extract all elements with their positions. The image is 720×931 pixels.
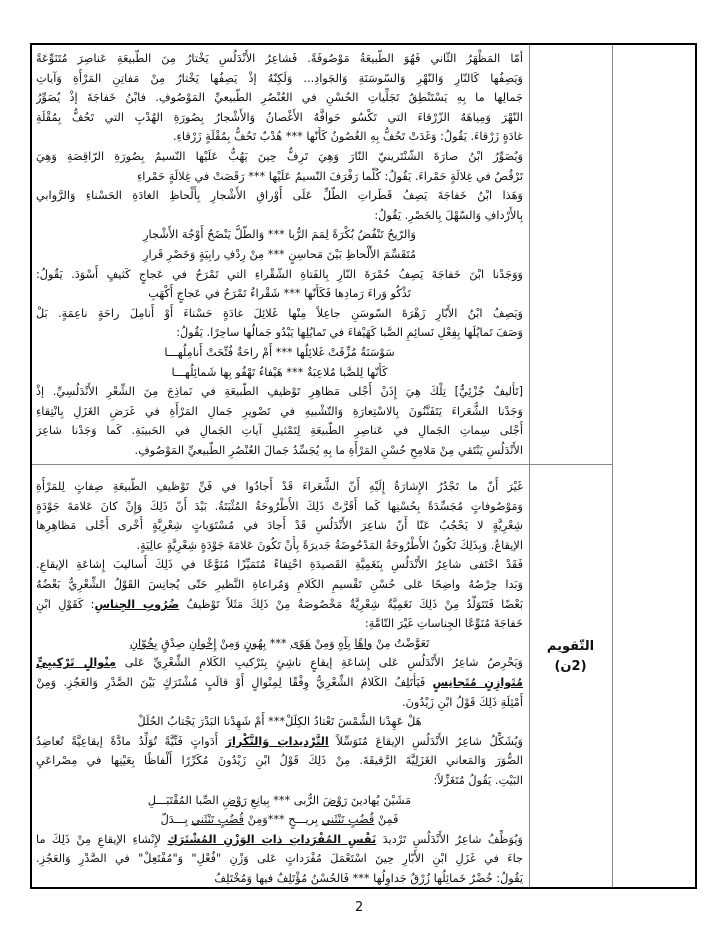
text-line	[36, 830, 523, 850]
text-line	[36, 693, 523, 713]
text-segment: النّهْرَ وَمِياهَهُ الزّرْقاءَ التي تَكْسُو حَوافَّهُ الأَغْصانُ وَالأَشْجارُ بِصُورَةِ الهُدْبِ التي تَحُفُّ بِمُقْلَةِ	[36, 110, 523, 124]
text-segment: فَمِنْ	[374, 813, 399, 827]
text-line	[36, 265, 523, 285]
emphasized-term: مِنْوالٍ تَرْكيبِيٍّ	[36, 656, 116, 670]
text-line	[36, 614, 523, 634]
text-segment: جَمالِها ما بِهِ يَسْتَنْطِقُ تَجَلِّياتِ الحُسْنِ في العُنْصُرِ الطّبيعيِّ المَوْصُوفِ. فابْنُ خَفاجَةَ إذْ يُصَوِّرُ	[36, 91, 523, 105]
text-segment: وَالرّيحُ تَنْفُضُ بُكْرَةً لِمَمَ الرُّبا *** وَالطّلُّ يَنْضَحُ أَوْجُهَ الأَشْجارِ	[143, 228, 416, 242]
text-line	[36, 497, 523, 517]
text-segment: تَرْقُصُ في غِلالَةٍ حَمْراءَ. يَقُولُ: كُلّما رَفْرَفَ النّسيمُ عَلَيْها *** رَقَصَتْ في غِلالَةٍ حَمْراءِ	[136, 169, 523, 183]
text-segment: وَيَصِفُ ابْنُ الأَبّارِ زَهْرَةَ السّوسَنِ جاعِلاً مِنْها غَلائِلَ غادَةٍ حَسْناءَ أَوْ أَنامِلَ راحَةٍ ناعِمَةٍ. بَلْ	[36, 306, 523, 320]
text-segment: : كَقَوْلِ ابْنِ	[36, 597, 95, 611]
text-segment: الأَنْدَلُسِ يَنْتَقي مِنْ مَلامِحِ حُسْنِ المَرْأَةِ ما بِهِ يُجَسِّدُ جَمالَ العُنْصُرِ الطّبيعيِّ المَوْصُوفِ.	[134, 443, 523, 457]
text-segment: فَقَدْ احْتَفى شاعِرُ الأَنْدَلُسِ بِنَغَمِيَّةِ القَصيدَةِ احْتِفاءً مُتَمَيِّزًا مُنَوَّعًا في ذَلِكَ أَساليبَ إِشاعَةِ الإيقاعِ.	[36, 558, 523, 572]
emphasized-term: رَوْضِ	[222, 793, 247, 807]
text-segment: خَفاجَةَ مُنَوِّعًا الجِناساتِ غَيْرَ التّامَّةِ:	[364, 617, 523, 631]
evaluation-points: (2ن)	[554, 659, 587, 674]
text-segment: [تَأْليفٌ جُزْئِيٌّ] تِلْكَ هِيَ إِذَنْ أَجْلى مَظاهِرِ تَوْظيفِ الطّبيعَةِ في نَماذِجَ مِنَ الشِّعْرِ الأَنْدَلُسِيِّ. إذْ	[36, 385, 523, 399]
poem-verse	[36, 634, 523, 654]
text-segment: أَمْثِلَةِ ذَلِكَ قَوْلُ ابْنِ زَيْدُونَ.	[402, 695, 523, 709]
row-divider	[32, 464, 612, 465]
text-segment: بِـــدَلّ	[160, 813, 192, 827]
text-line	[36, 127, 523, 147]
poem-verse	[36, 712, 523, 732]
text-segment: وَيَحْرِصُ شاعِرُ الأَنْدَلُسِ عَلى إِشاعَةِ إيقاعٍ ناشِئٍ بِتَرْكيبِ الكَلامِ الشِّعْرِيِّ عَلى	[115, 656, 523, 670]
text-line	[36, 869, 523, 889]
emphasized-term: بِخُوّانِ	[129, 636, 158, 650]
text-line	[36, 555, 523, 575]
text-cell-nature-description	[32, 49, 529, 460]
emphasized-term: بِآهٍ	[338, 636, 351, 650]
poem-verse	[36, 363, 523, 383]
emphasized-term: بِهُونٍ	[243, 636, 267, 650]
text-segment: صِدْقٍ	[157, 636, 189, 650]
text-segment: بِالأَرْدافِ وَالسّهْلَ بِالخَصْرِ. يَقُولُ:	[374, 208, 523, 222]
text-segment: كَأَنّها لِلصَّبا مُلاعِبَةٌ *** هَيْفاءُ تَهْفُو بِها شَمائِلُهـــا	[171, 365, 388, 379]
text-line	[36, 732, 523, 752]
content-table	[30, 43, 697, 889]
text-segment: بَعْضًا فَتَتَوَلَّدُ مِنْ ذَلِكَ نَغَمِيَّةٌ شِعْرِيَّةٌ مَخْصُوصَةٌ مِنْ ذَلِكَ مَثَلاً تَوْظيفُ	[179, 597, 523, 611]
text-segment: جاءَ في غَزَلِ ابْنِ الأَبّارِ حِينَ اسْتَعْمَلَ مُفْرَداتٍ عَلى وَزْنِ "فُعْلِ" وَ"مُفْتَعِلْ" في الصَّدْرِ وَالعَجُزِ.	[36, 852, 523, 866]
text-segment: الإيقاعُ. وَبِذَلِكَ تَكُونُ الأُطْرُوحَةُ المَدْحُوضَةُ جَديرَةً بِأَنْ تَكُونَ عَلامَةَ جَوْدَةٍ شِعْرِيَّةٍ عالِيَةٍ.	[136, 538, 523, 552]
poem-verse	[36, 791, 523, 811]
emphasized-term: رَوْضَ	[322, 793, 348, 807]
text-segment: الصِّبا المُقْتَبَـــلِ	[147, 793, 223, 807]
text-line	[36, 304, 523, 324]
text-segment: الرُّبى *** بِيانِعِ	[246, 793, 323, 807]
text-segment: شِعْرِيَّةٍ لا يَحْجُبُ عَنّا أَنّ شاعِرَ الأَنْدَلُسِ قَدْ أَجادَ في مُسْتَوَياتٍ شِعْرِيَّةٍ أُخْرى أَجْلى مَظاهِرِها	[36, 519, 523, 533]
text-segment: تَعَوَّضْتُ مِنْ	[372, 636, 430, 650]
text-segment: ***	[266, 636, 291, 650]
text-segment: غادَةٍ زَرْقاءَ. يَقُولُ: وَغَدَتْ تَحُفُّ بِهِ الغُصُونُ كَأَنّها *** هُدْبٌ تَحُفُّ بِمُقْلَةٍ زَرْقاءِ.	[172, 130, 523, 144]
text-segment: وَوَجَدْنا ابْنَ خَفاجَةَ يَصِفُ حُمْرَةَ النّارِ بِالفَتاةِ الشّقْراءِ التي تَمْرَحُ في عَجاجٍ كَثيفٍ أَسْوَدَ. يَقُولُ:	[36, 267, 523, 281]
text-segment: البَيْتِ. يَقُولُ مُتَغَزِّلاً:	[433, 773, 523, 787]
text-line	[36, 536, 523, 556]
text-line	[36, 49, 523, 69]
text-segment: هَلْ عَهِدْنا الشَّمْسَ تَعْتادُ الكِلَلْ*** أَمْ شَهِدْنا البَدْرَ يَجْتابُ الحُلَلْ	[137, 715, 422, 729]
text-segment: مَشَيْنَ يُهادينَ	[347, 793, 412, 807]
emphasized-term: نَفْسِ المُفْرَداتِ ذاتِ الوَزْنِ المُشْتَرَكِ	[167, 832, 377, 846]
text-segment: لإِنْشاءِ الإيقاعِ مِنْ ذَلِكَ ما	[36, 832, 168, 846]
page-number: 2	[355, 900, 364, 915]
text-line	[36, 673, 523, 693]
text-segment: وَيُصَوِّرُ ابْنُ صارَةَ الشّنْتَرينيّ النّارَ وَهِيَ تَرِفُّ حِينَ يَهُبُّ عَلَيْها النّسيمُ بِصُورَةِ الرّاقِصَةِ وَهِيَ	[36, 149, 523, 163]
text-segment: بِريـــحٍ ***وَمِنْ	[244, 813, 322, 827]
emphasized-term: إِخْوانِ	[188, 636, 217, 650]
text-line	[36, 595, 523, 615]
text-segment: أَدَواتٍ فَنِّيَّةً تُوَلِّدُ مادَّةً إيقاعِيَّةً تُعاضِدُ	[36, 734, 226, 748]
emphasized-term: هَوًى	[290, 636, 311, 650]
emphasized-term: قُضُبٍ تَنْثَني	[191, 813, 245, 827]
poem-verse	[36, 225, 523, 245]
emphasized-term: التَّرْديداتِ وَالتَّكْرارَ	[225, 734, 329, 748]
text-segment: فَيَأْتَلِفُ الكَلامُ الشِّعْرِيُّ وِفْقًا لِمِنْوالٍ أَوْ قالَبٍ مُشْتَرَكٍ بَيْنَ الصَّدْرِ وَالعَجُزِ. وَمِنْ	[36, 675, 433, 689]
text-segment: يَقُولُ: خُضْرٌ خَمائِلُها زُرْقٌ جَداوِلُها *** فَالحُسْنُ مُؤْتَلِفٌ فيها وَمُخْتَلِفُ	[214, 871, 523, 885]
emphasized-term: واهًا	[354, 636, 373, 650]
text-segment: وَهَذا ابْنُ خَفاجَةَ يَصِفُ قَطَراتِ الطّلِّ عَلَى أَوْراقِ الأَشْجارِ بِأَلْحاظِ الغادَةِ الحَسْناءِ وَالرَّوابي	[36, 189, 523, 203]
text-segment: وَبَدا حِرْصُهُ واضِحًا عَلى حُسْنِ تَقْسيمِ الكَلامِ وَمُراعاةِ النَّظيرِ حَتّى يُجانِسَ القَوْلُ الشِّعْرِيُّ بَعْضُهُ	[36, 577, 523, 591]
text-line	[36, 441, 523, 461]
text-segment: وَيُوَظِّفُ شاعِرُ الأَنْدَلُسِ تَرْديدَ	[376, 832, 523, 846]
text-line	[36, 69, 523, 89]
emphasized-term: مُتَوازِنٍ مُتَجانِسٍ	[432, 675, 523, 689]
text-segment: وَمِنْ	[310, 636, 339, 650]
column-divider	[612, 45, 613, 887]
text-line	[36, 382, 523, 402]
text-segment: تَذْكُو وَراءَ رَمادِها فَكَأَنّها *** شَقْراءُ تَمْرَحُ في عَجاجٍ أَكْهَبِ	[148, 287, 411, 301]
poem-verse	[36, 245, 523, 265]
text-segment: وَصَفَ تَمايُلَها بِفِعْلِ نَسائِمِ الصَّبا كَهَيْفاءَ في تَمايُلِها يَبْدُو جَمالُها ساحِرًا. يَقُولُ:	[176, 326, 523, 340]
text-segment: أَجْلى سِماتِ الجَمالِ في عَناصِرِ الطّبيعَةِ لِتَمْثيلِ آياتِ الجَمالِ في الحَبيبَةِ. كَما وَجَدْنا شاعِرَ	[36, 424, 523, 438]
text-line	[36, 653, 523, 673]
text-line	[36, 477, 523, 497]
text-segment: غَيْرَ أَنّ ما تَجْدُرُ الإِشارَةُ إِلَيْهِ أَنّ الشُّعَراءَ قَدْ أَجادُوا في فَنِّ تَوْظيفِ الطّبيعَةِ صِفاتٍ لِلمَرْأَةِ	[36, 480, 523, 493]
column-divider	[529, 45, 530, 887]
poem-verse	[36, 284, 523, 304]
emphasized-term: ضُرُوبِ الجِناسِ	[94, 597, 180, 611]
text-line	[36, 88, 523, 108]
text-segment: وَيَصِفُها كَالنّارِ وَالنّهْرِ وَالسّوسَنَةِ وَالجَوادِ... وَلَكِنّهُ إذْ يَصِفُها يَخْتارُ مِنْ مَفاتِنِ المَرْأَةِ وَآياتِ	[36, 71, 523, 85]
text-segment: وَجَدْنا الشُّعَراءَ يَتَفَنَّنُونَ بِالاسْتِعارَةِ وَالتّشْبيهِ في تَصْويرِ جَمالِ المَرْأَةِ في غَرَضِ الغَزَلِ بِانْتِقاءِ	[36, 404, 523, 418]
text-cell-rhythm-evaluation	[32, 477, 529, 888]
text-line	[36, 323, 523, 343]
text-line	[36, 186, 523, 206]
text-segment: سَوْسَنَةٌ مُزِّقَتْ غَلائِلُها *** أَمْ راحَةٌ فُتِّحَتْ أَنامِلُهـــا	[164, 345, 395, 359]
text-line	[36, 206, 523, 226]
text-segment: وَيُشَكِّلُ شاعِرُ الأَنْدَلُسِ الإيقاعَ مُتَوَسِّلاً	[328, 734, 523, 748]
text-segment: وَمَوْصُوفاتٍ مُجَسِّدَةً بِحُسْنِها كَما أَقَرَّتْ ذَلِكَ الأُطْرُوحَةُ المُثْبَتَةُ. بَيْدَ أَنّ ذَلِكَ وَإِنْ كانَ عَلامَةَ جَوْدَةٍ	[36, 499, 523, 513]
text-segment: الصُّوَرَ وَالمَعاني الغَزَلِيَّةَ الرَّقيقَةَ. مِنْ ذَلِكَ قَوْلُ ابْنِ زَيْدُونَ مُكَرِّرًا أَلْفاظًا بِعَيْنِها في مِصْراعَيِ	[36, 754, 523, 768]
text-line	[36, 421, 523, 441]
text-line	[36, 402, 523, 422]
text-line	[36, 849, 523, 869]
text-line	[36, 147, 523, 167]
evaluation-title: التّقويم	[546, 639, 595, 654]
text-segment: وَمِنْ	[216, 636, 244, 650]
text-segment: مُتَقَسِّمَ الأَلْحاظِ بَيْنَ مَحاسِنٍ *** مِنْ رِدْفِ رابِيَةٍ وَخَصْرِ قَرارِ	[143, 247, 416, 261]
text-line	[36, 751, 523, 771]
poem-verse	[36, 343, 523, 363]
evaluation-label	[529, 637, 612, 677]
text-segment: أمّا المَظْهَرُ الثّاني فَهُوَ الطّبيعَةُ مَوْصُوفَةً. فَشاعِرُ الأَنْدَلُسِ يَخْتارُ مِنَ الطّبيعَةِ عَناصِرَ مُتَنَوِّعَةً	[36, 52, 523, 65]
poem-verse	[36, 810, 523, 830]
text-line	[36, 771, 523, 791]
text-line	[36, 575, 523, 595]
text-line	[36, 167, 523, 187]
text-line	[36, 108, 523, 128]
text-line	[36, 516, 523, 536]
emphasized-term: قُضُبٍ تَنْثَني	[321, 813, 375, 827]
